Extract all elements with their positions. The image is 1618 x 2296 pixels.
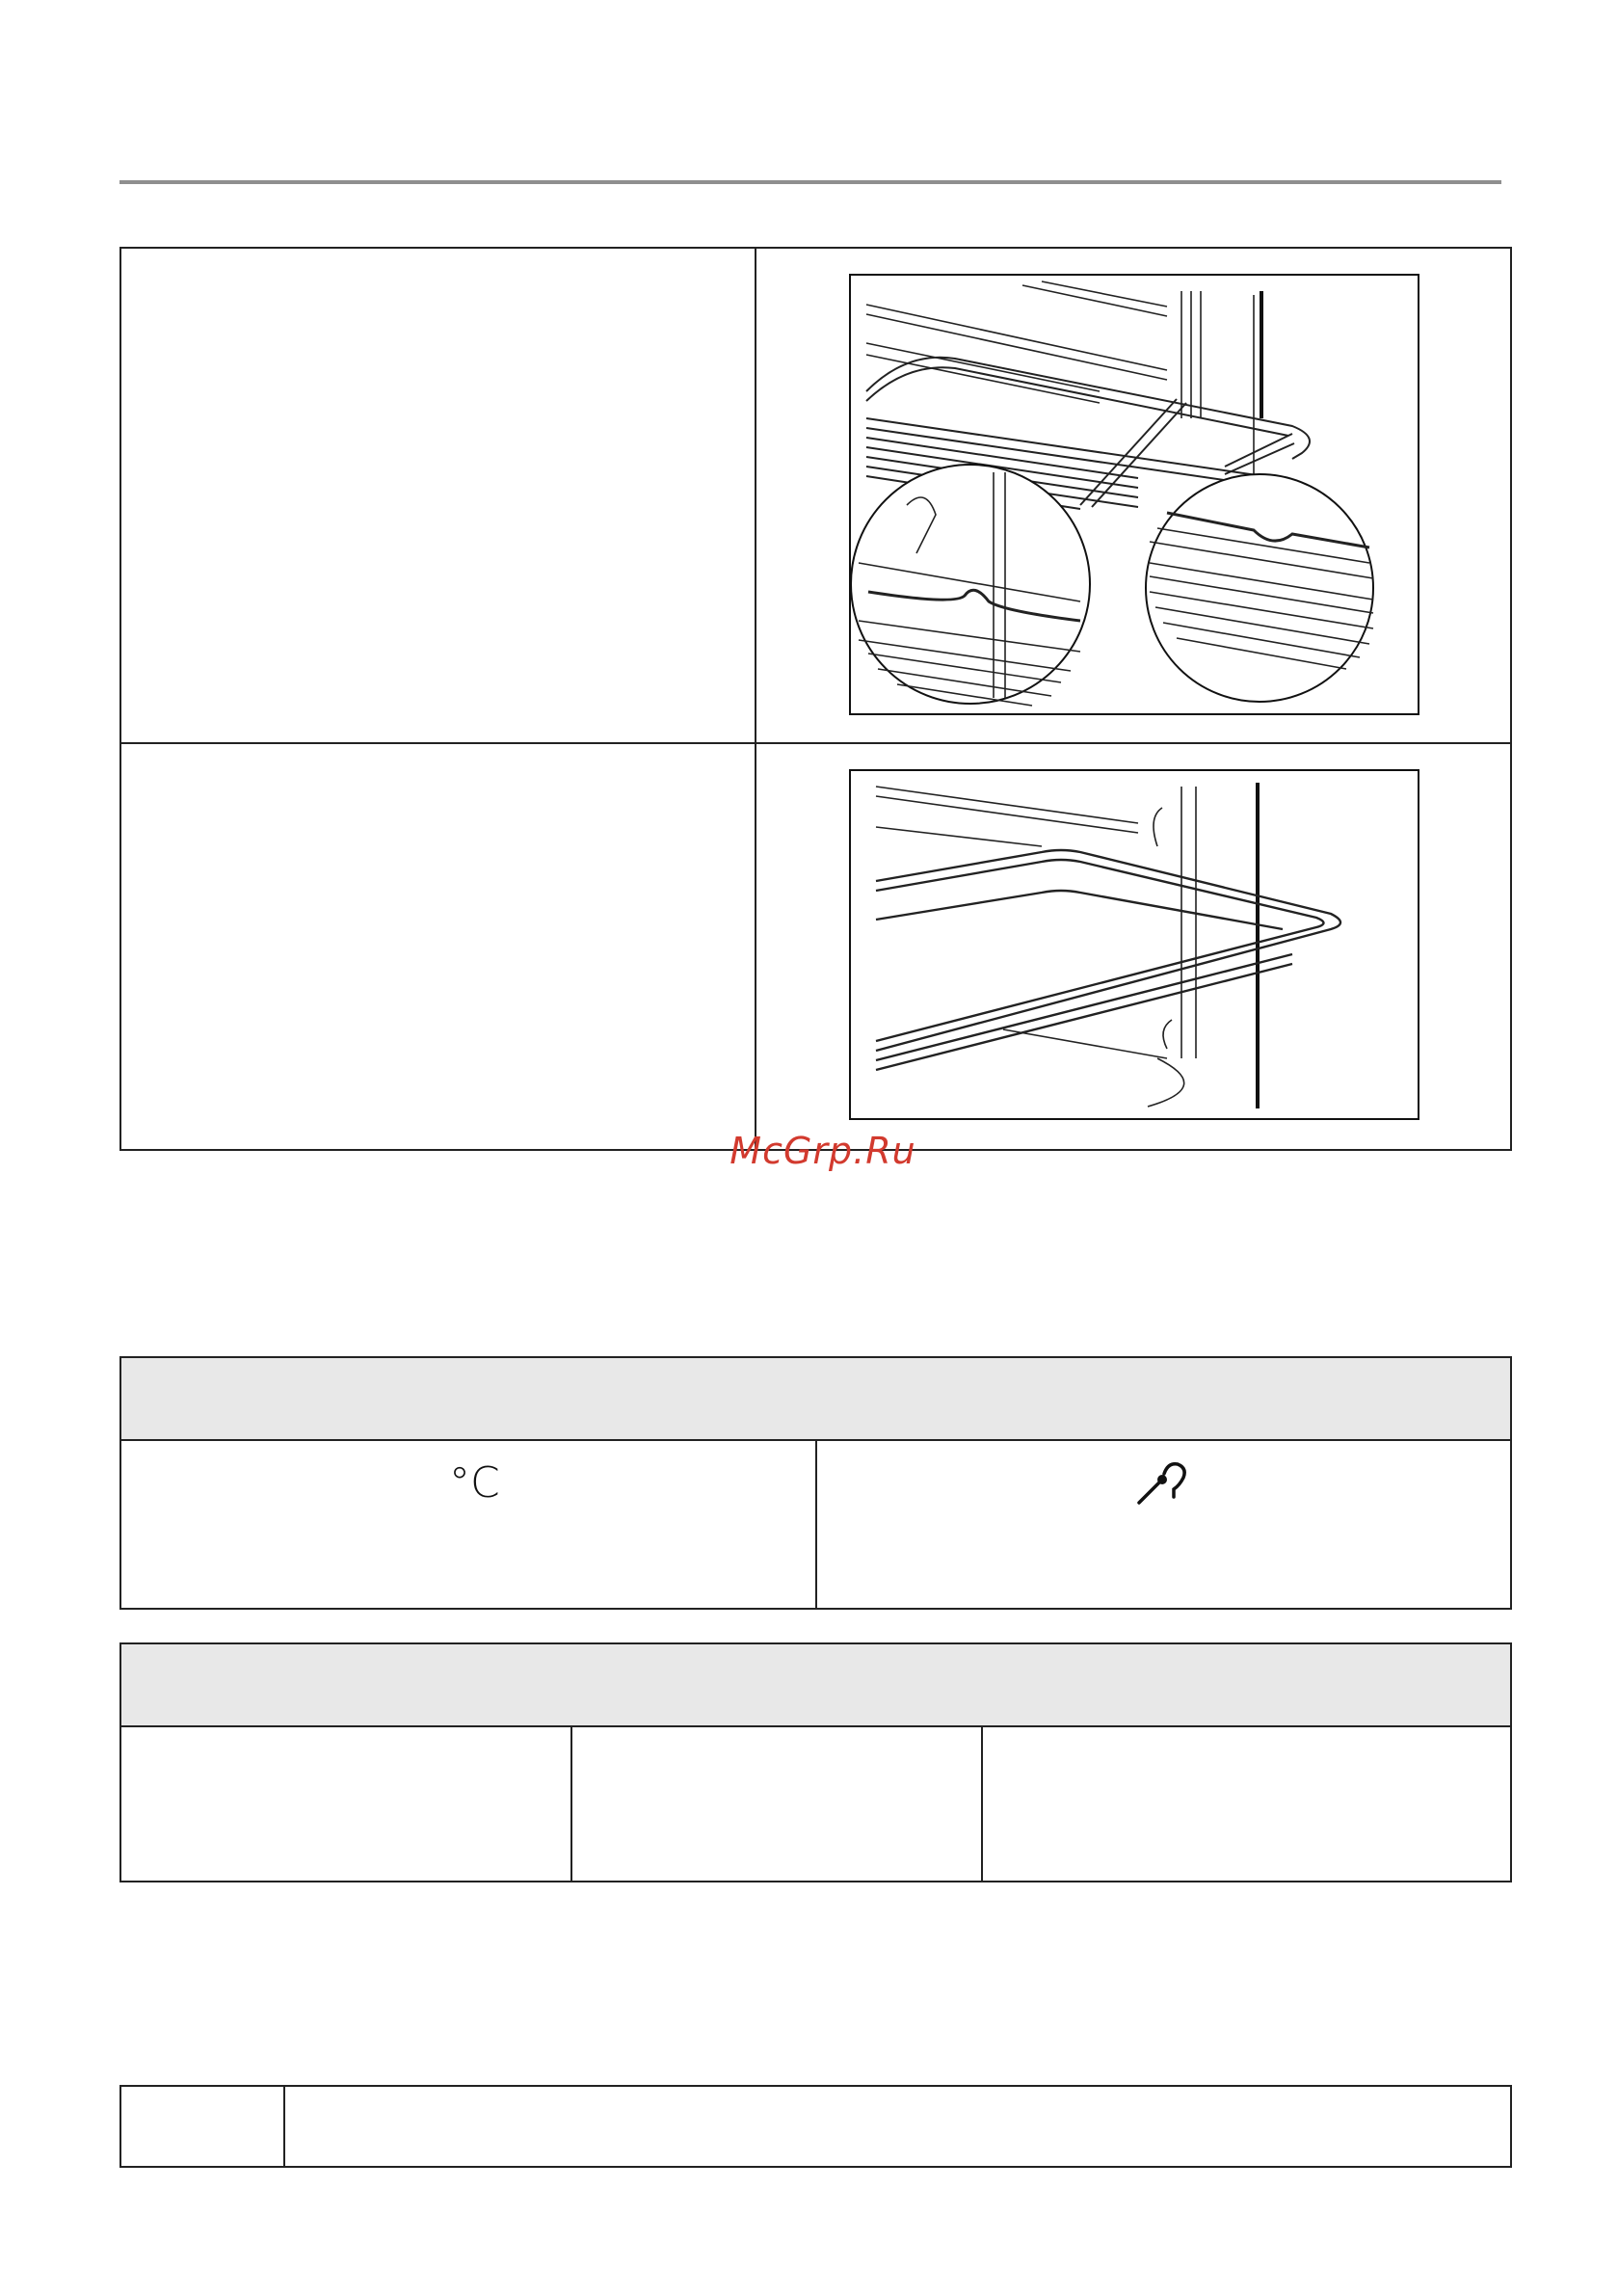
celsius-symbol: °C [449, 1458, 500, 1508]
header-rule [119, 180, 1501, 184]
note-table [119, 2085, 1512, 2168]
note-text-cell [284, 2086, 1511, 2167]
figure-cell-2 [756, 743, 1511, 1150]
symbols-table [119, 1356, 1512, 1610]
table-cell-2 [571, 1726, 982, 1882]
oven-tray-illustration [849, 769, 1419, 1120]
three-column-table [119, 1642, 1512, 1882]
food-sensor-icon [1135, 1458, 1197, 1508]
instruction-text-cell-2 [120, 743, 756, 1150]
oven-shelf-illustration [849, 274, 1419, 715]
watermark: McGrp.Ru [729, 1130, 916, 1172]
table-cell-3 [982, 1726, 1511, 1882]
accessory-instructions-table [119, 247, 1512, 1151]
note-icon-cell [120, 2086, 284, 2167]
food-sensor-cell [816, 1440, 1512, 1609]
instruction-text-cell-1 [120, 248, 756, 743]
figure-cell-1 [756, 248, 1511, 743]
symbols-table-header [120, 1357, 1511, 1440]
table-cell-1 [120, 1726, 571, 1882]
three-column-table-header [120, 1643, 1511, 1726]
temperature-cell [120, 1440, 816, 1609]
